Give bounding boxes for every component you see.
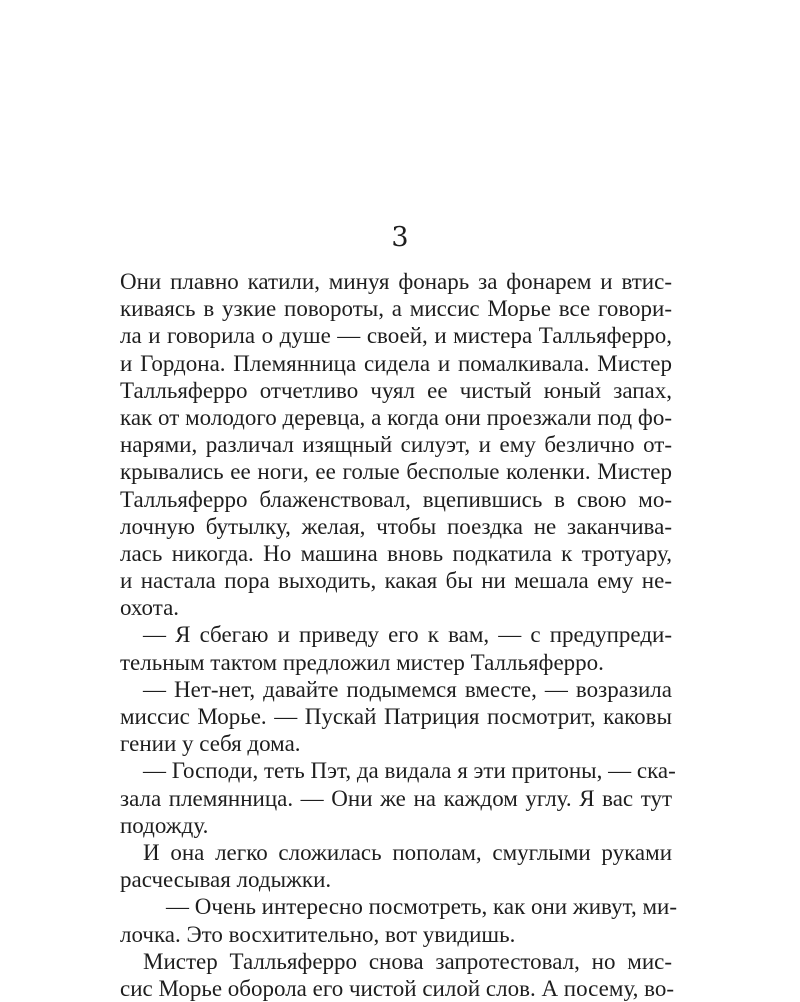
text-line: лочную бутылку, желая, чтобы поездка не заканчива- <box>120 513 672 539</box>
text-line: и настала пора выходить, какая бы ни мешала ему не- <box>120 568 672 594</box>
text-line: Талльяферро блаженствовал, вцепившись в свою мо- <box>120 486 672 512</box>
text-line: — Очень интересно посмотреть, как они живут, ми- <box>166 894 677 920</box>
text-line: зала племянница. — Они же на каждом углу. Я вас тут <box>120 785 672 811</box>
text-line: И она легко сложилась пополам, смуглыми руками <box>143 839 672 865</box>
text-line: — Я сбегаю и приведу его к вам, — с предупреди- <box>143 622 672 648</box>
text-line: киваясь в узкие повороты, а миссис Морье все говори- <box>120 296 672 322</box>
text-line: Талльяферро отчетливо чуял ее чистый юный запах, <box>120 377 672 403</box>
text-line: Они плавно катили, минуя фонарь за фонарем и втис- <box>120 269 672 294</box>
body-text <box>120 268 677 1002</box>
text-line: лась никогда. Но машина вновь подкатила к тротуару, <box>120 540 672 566</box>
text-line: Мистер Талльяферро снова запротестовал, но мис- <box>143 948 672 974</box>
text-line: расчесывая лодыжки. <box>120 867 332 893</box>
text-line: гении у себя дома. <box>120 731 301 757</box>
chapter-number: 3 <box>391 222 409 253</box>
text-line: тельным тактом предложил мистер Талльяферро. <box>120 649 604 675</box>
text-line: охота. <box>120 595 180 621</box>
text-line: как от молодого деревца, а когда они проезжали под фо- <box>120 404 672 430</box>
text-line: сис Морье оборола его чистой силой слов. А посему, во- <box>120 975 674 1001</box>
text-line: ла и говорила о душе — своей, и мистера Талльяферро, <box>120 323 672 349</box>
text-line: крывались ее ноги, ее голые бесполые коленки. Мистер <box>120 459 672 485</box>
text-line: — Нет-нет, давайте подымемся вместе, — возразила <box>143 676 672 702</box>
text-line: подожду. <box>120 812 209 838</box>
text-line: и Гордона. Племянница сидела и помалкивала. Мистер <box>120 350 672 376</box>
text-line: — Господи, теть Пэт, да видала я эти притоны, — ска- <box>143 758 676 784</box>
text-line: миссис Морье. — Пускай Патриция посмотрит, каковы <box>120 704 672 729</box>
text-line: лочка. Это восхитительно, вот увидишь. <box>120 921 516 947</box>
text-line: нарями, различал изящный силуэт, и ему безлично от- <box>120 432 672 458</box>
